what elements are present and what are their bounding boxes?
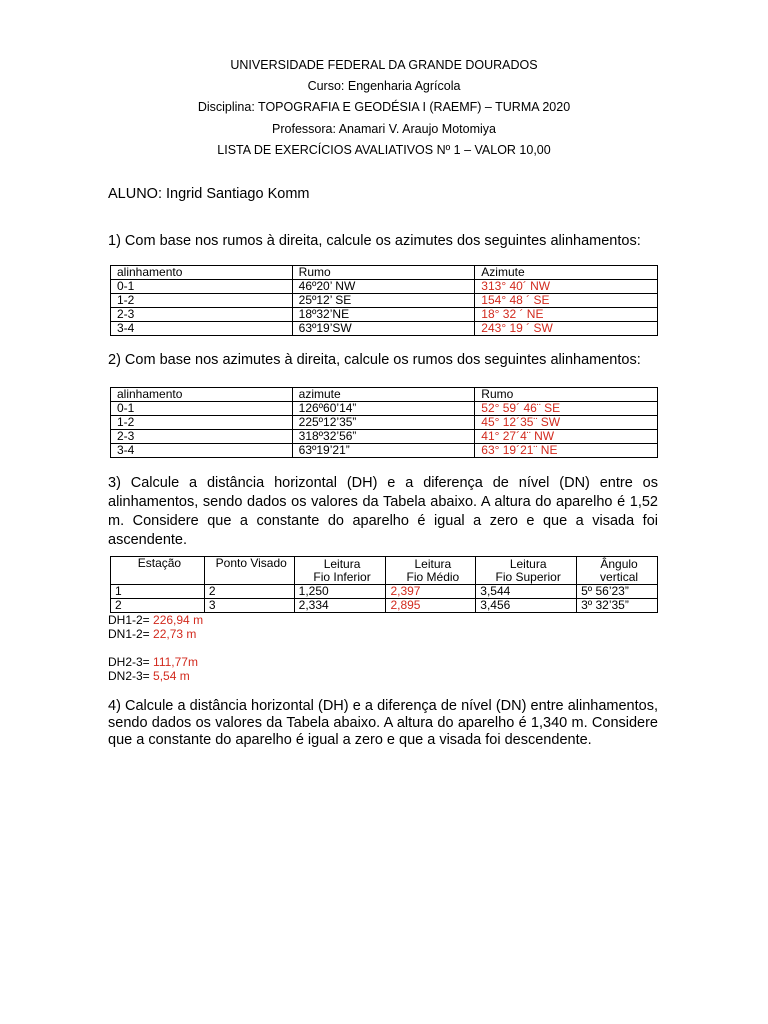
column-header: Azimute (475, 266, 658, 280)
column-header: Estação (111, 557, 205, 585)
bearing-answer-cell: 52° 59´ 46¨ SE (475, 402, 658, 416)
result-dn-1-2: DN1-2= 22,73 m (108, 627, 197, 641)
table-row (111, 416, 658, 430)
upper-wire-cell: 3,456 (476, 599, 577, 613)
vertical-angle-cell: 3º 32’35” (577, 599, 658, 613)
bearing-cell: 18º32’NE (292, 308, 475, 322)
column-header: Ângulo vertical (577, 557, 658, 585)
bearing-answer-cell: 45° 12´35¨ SW (475, 416, 658, 430)
column-header: Ponto Visado (204, 557, 294, 585)
table-row (111, 430, 658, 444)
azimuth-cell: 63º19’21” (292, 444, 475, 458)
table-row (111, 294, 658, 308)
bearing-cell: 63º19’SW (292, 322, 475, 336)
column-header: Leitura Fio Inferior (294, 557, 386, 585)
table-header-row (111, 388, 658, 402)
list-title: LISTA DE EXERCÍCIOS AVALIATIVOS Nº 1 – VALOR 10,00 (217, 143, 551, 157)
column-header: alinhamento (111, 266, 293, 280)
target-point-cell: 2 (204, 585, 294, 599)
azimuth-cell: 318º32’56” (292, 430, 475, 444)
table-header-row (111, 266, 658, 280)
course-name: Curso: Engenharia Agrícola (307, 79, 461, 93)
table-row (111, 402, 658, 416)
result-dn-2-3: DN2-3= 5,54 m (108, 669, 190, 683)
column-header: Leitura Fio Médio (386, 557, 476, 585)
table-row (111, 308, 658, 322)
question-3-table (110, 556, 658, 613)
table-row (111, 322, 658, 336)
alignment-cell: 0-1 (111, 402, 293, 416)
column-header: azimute (292, 388, 475, 402)
azimuth-answer-cell: 154° 48 ´ SE (475, 294, 658, 308)
column-header: alinhamento (111, 388, 293, 402)
alignment-cell: 3-4 (111, 322, 293, 336)
alignment-cell: 3-4 (111, 444, 293, 458)
bearing-answer-cell: 63° 19´21¨ NE (475, 444, 658, 458)
question-2-text: 2) Com base nos azimutes à direita, calcule os rumos dos seguintes alinhamentos: (108, 352, 641, 368)
azimuth-answer-cell: 243° 19 ´ SW (475, 322, 658, 336)
result-dh-1-2: DH1-2= 226,94 m (108, 613, 204, 627)
question-3-text: 3) Calcule a distância horizontal (DH) e a diferença de nível (DN) entre os alinhamentos, sendo dados os valores da Tabela abaixo. A altura do aparelho é 1,52 m. Considere que a constante do aparelho é igual a zero e que a visada foi ascendente. (108, 475, 658, 548)
column-header: Leitura Fio Superior (476, 557, 577, 585)
alignment-cell: 2-3 (111, 308, 293, 322)
middle-wire-answer-cell: 2,397 (386, 585, 476, 599)
question-1-table (110, 265, 658, 336)
alignment-cell: 0-1 (111, 280, 293, 294)
lower-wire-cell: 2,334 (294, 599, 386, 613)
result-dh-2-3: DH2-3= 111,77m (108, 655, 198, 669)
station-cell: 1 (111, 585, 205, 599)
alignment-cell: 2-3 (111, 430, 293, 444)
question-2-table (110, 387, 658, 458)
azimuth-answer-cell: 18° 32 ´ NE (475, 308, 658, 322)
column-header: Rumo (292, 266, 475, 280)
target-point-cell: 3 (204, 599, 294, 613)
discipline-name: Disciplina: TOPOGRAFIA E GEODÉSIA I (RAEMF) – TURMA 2020 (197, 100, 571, 114)
alignment-cell: 1-2 (111, 294, 293, 308)
azimuth-cell: 225º12’35” (292, 416, 475, 430)
table-row (111, 599, 658, 613)
table-row (111, 444, 658, 458)
bearing-answer-cell: 41° 27´4¨ NW (475, 430, 658, 444)
azimuth-cell: 126º60’14” (292, 402, 475, 416)
middle-wire-answer-cell: 2,895 (386, 599, 476, 613)
alignment-cell: 1-2 (111, 416, 293, 430)
lower-wire-cell: 1,250 (294, 585, 386, 599)
table-header-row (111, 557, 658, 585)
professor-name: Professora: Anamari V. Araujo Motomiya (272, 122, 496, 136)
student-name: ALUNO: Ingrid Santiago Komm (108, 186, 310, 202)
university-name: UNIVERSIDADE FEDERAL DA GRANDE DOURADOS (230, 58, 538, 72)
question-4-text: 4) Calcule a distância horizontal (DH) e a diferença de nível (DN) entre alinhamentos, sendo dados os valores da Tabela abaixo. A altura do aparelho é 1,340 m. Considere que a constante do aparelho é igual a zero e que a visada foi descendente. (108, 698, 658, 748)
table-row (111, 280, 658, 294)
upper-wire-cell: 3,544 (476, 585, 577, 599)
column-header: Rumo (475, 388, 658, 402)
bearing-cell: 46º20’ NW (292, 280, 475, 294)
question-1-text: 1) Com base nos rumos à direita, calcule os azimutes dos seguintes alinhamentos: (108, 233, 641, 249)
bearing-cell: 25º12’ SE (292, 294, 475, 308)
azimuth-answer-cell: 313° 40´ NW (475, 280, 658, 294)
vertical-angle-cell: 5º 56’23” (577, 585, 658, 599)
station-cell: 2 (111, 599, 205, 613)
table-row (111, 585, 658, 599)
